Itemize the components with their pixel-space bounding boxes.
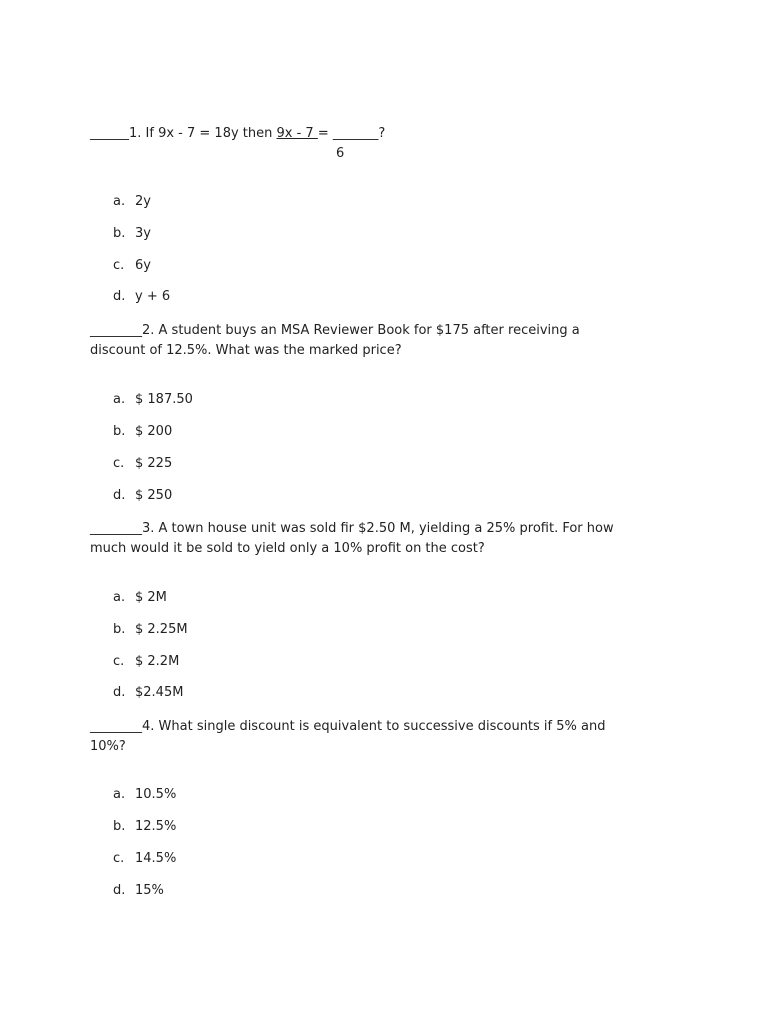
question-1-text: 1. If 9x - 7 = 18y then bbox=[129, 126, 277, 141]
option-letter: b. bbox=[113, 622, 126, 637]
option-letter: c. bbox=[113, 456, 125, 471]
option-text: $ 187.50 bbox=[135, 392, 193, 407]
fraction-denominator: 6 bbox=[336, 146, 345, 161]
option-letter: c. bbox=[113, 258, 125, 273]
option-letter: a. bbox=[113, 787, 126, 802]
question-4-line-2: 10%? bbox=[90, 739, 126, 754]
answer-result-blank: _______ bbox=[332, 126, 379, 141]
option-text: $ 2.25M bbox=[135, 622, 188, 637]
option-letter: a. bbox=[113, 392, 126, 407]
option-text: $ 200 bbox=[135, 424, 173, 439]
option-letter: a. bbox=[113, 590, 126, 605]
question-1-stem bbox=[90, 124, 385, 143]
question-mark: ? bbox=[378, 126, 386, 141]
question-3-line-1: ________3. A town house unit was sold fir $2.50 M, yielding a 25% profit. For how bbox=[90, 521, 614, 536]
option-letter: d. bbox=[113, 289, 126, 304]
option-text: 15% bbox=[135, 883, 164, 898]
option-text: $ 2.2M bbox=[135, 654, 180, 669]
option-text: 2y bbox=[135, 194, 151, 209]
option-letter: b. bbox=[113, 424, 126, 439]
option-text: 3y bbox=[135, 226, 151, 241]
option-text: 12.5% bbox=[135, 819, 177, 834]
option-text: 14.5% bbox=[135, 851, 177, 866]
equals-sign: = bbox=[317, 126, 333, 141]
question-4-line-1: ________4. What single discount is equivalent to successive discounts if 5% and bbox=[90, 719, 606, 734]
option-text: 10.5% bbox=[135, 787, 177, 802]
option-letter: a. bbox=[113, 194, 126, 209]
option-text: y + 6 bbox=[135, 289, 171, 304]
option-text: $ 225 bbox=[135, 456, 173, 471]
question-2-line-2: discount of 12.5%. What was the marked price? bbox=[90, 343, 402, 358]
option-letter: b. bbox=[113, 226, 126, 241]
question-3-line-2: much would it be sold to yield only a 10% profit on the cost? bbox=[90, 541, 485, 556]
fraction-numerator: 9x - 7 bbox=[276, 126, 318, 141]
option-letter: d. bbox=[113, 488, 126, 503]
option-letter: d. bbox=[113, 883, 126, 898]
option-letter: d. bbox=[113, 685, 126, 700]
option-letter: c. bbox=[113, 654, 125, 669]
question-2-line-1: ________2. A student buys an MSA Reviewer Book for $175 after receiving a bbox=[90, 323, 580, 338]
option-text: $ 250 bbox=[135, 488, 173, 503]
option-text: $ 2M bbox=[135, 590, 167, 605]
answer-blank: ______ bbox=[90, 126, 129, 141]
option-text: $2.45M bbox=[135, 685, 184, 700]
option-letter: b. bbox=[113, 819, 126, 834]
option-letter: c. bbox=[113, 851, 125, 866]
option-text: 6y bbox=[135, 258, 151, 273]
